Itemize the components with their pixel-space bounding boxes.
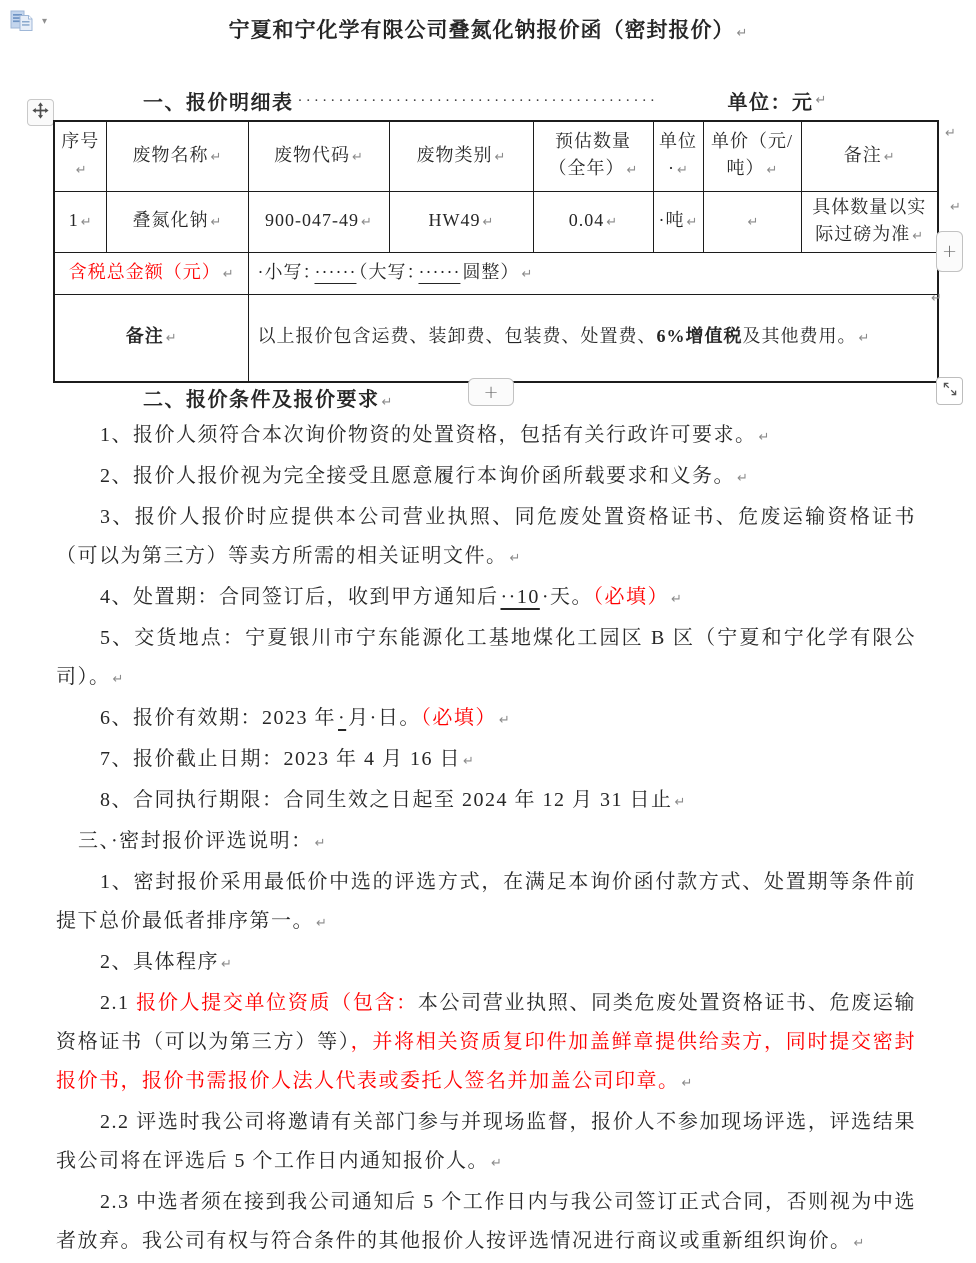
paragraph-8: 8、合同执行期限：合同生效之日起至 2024 年 12 月 31 日止 ↵ (100, 789, 686, 811)
cell-waste-name: 叠氮化钠 ↵ (106, 191, 248, 252)
paragraph-9: 1、密封报价采用最低价中选的评选方式，在满足本询价函付款方式、处置期等条件前提下总价最低者排序第一。 ↵ (56, 871, 916, 932)
table-row (54, 191, 938, 252)
paragraph-mark-icon: ↵ (316, 916, 327, 931)
paragraph-7: 7、报价截止日期：2023 年 4 月 16 日 ↵ (100, 748, 474, 770)
paragraph-mark-icon: ↵ (758, 430, 770, 445)
cell-mark-icon: ↵ (80, 215, 92, 230)
cell-mark-icon: ↵ (210, 149, 222, 165)
paragraph-mark-icon: ↵ (815, 93, 827, 108)
row-end-mark-icon: ↵ (950, 200, 961, 215)
validity-date-blank: · (338, 707, 347, 729)
cell-mark-icon: ↵ (606, 215, 618, 230)
cell-mark-icon: ↵ (165, 331, 177, 347)
paragraph-mark-icon: ↵ (463, 754, 474, 769)
paragraph-mark-icon: ↵ (674, 795, 686, 810)
cell-mark-icon: ↵ (222, 266, 234, 282)
required-badge: （必填） (420, 707, 497, 729)
document-body (56, 416, 916, 1263)
paragraph-mark-icon: ↵ (498, 713, 510, 728)
cell-mark-icon: ↵ (361, 215, 372, 230)
unit-label: 单位：元 (727, 92, 814, 114)
paragraph-2: 2、报价人报价视为完全接受且愿意履行本询价函所载要求和义务。 ↵ (100, 465, 748, 487)
cell-mark-icon: ↵ (494, 149, 506, 165)
section2-heading: 二、报价条件及报价要求 ↵ (143, 389, 393, 411)
remark-label: 备注 ↵ (54, 294, 248, 382)
dot-leader: ············································ (297, 93, 659, 109)
table-header-row (54, 121, 938, 191)
paragraph-mark-icon: ↵ (221, 957, 232, 972)
cell-mark-icon: ↵ (766, 163, 778, 179)
cell-mark-icon: ↵ (677, 163, 688, 179)
cell-mark-icon: ↵ (858, 331, 870, 347)
amount-blank-words: ······ (418, 261, 461, 282)
cell-mark-icon: ↵ (883, 149, 895, 165)
paragraph-mark-icon: ↵ (491, 1156, 502, 1171)
paragraph-mark-icon: ↵ (509, 551, 521, 566)
header-seq: 序号↵ (54, 121, 106, 191)
plus-icon: + (941, 241, 958, 262)
paragraph-10: 2、具体程序 ↵ (100, 951, 232, 973)
paragraph-2-1: 2.1 报价人提交单位资质（包含：本公司营业执照、同类危废处置资格证书、危废运输资格证书（可以为第三方）等），并将相关资质复印件加盖鲜章提供给卖方，同时提交密封报价书，报价书需报价人法人代表或委托人签名并加盖公司印章。 ↵ (56, 992, 917, 1092)
paragraph-4: 4、处置期：合同签订后，收到甲方通知后 ··10 ·天。（必填） ↵ (100, 586, 682, 608)
paragraph-mark-icon: ↵ (381, 395, 393, 410)
cell-mark-icon: ↵ (626, 163, 638, 179)
total-amount-value: ·小写： ······ （大写： ······ 圆整） ↵ (248, 252, 938, 294)
paragraph-mark-icon: ↵ (853, 1236, 865, 1251)
diagonal-arrows-icon (942, 381, 958, 402)
cell-remark: 具体数量以实际过磅为准 ↵ (801, 191, 938, 252)
cell-mark-icon: ↵ (75, 163, 87, 179)
page-title (0, 14, 976, 44)
disposal-days-blank: ··10 (500, 586, 540, 608)
red-text-segment: 报价人提交单位资质（包含： (136, 992, 418, 1014)
total-amount-label: 含税总金额（元） ↵ (54, 252, 248, 294)
title-text: 宁夏和宁化学有限公司叠氮化钠报价函（密封报价） (228, 18, 735, 42)
add-row-below-button[interactable] (468, 378, 514, 406)
cell-mark-icon: ↵ (482, 215, 494, 230)
paragraph-mark-icon: ↵ (737, 471, 748, 486)
cell-mark-icon: ↵ (912, 228, 924, 244)
paragraph-5: 5、交货地点：宁夏银川市宁东能源化工基地煤化工园区 B 区（宁夏和宁化学有限公司）。 ↵ (56, 627, 916, 688)
cell-mark-icon: ↵ (521, 266, 533, 282)
cell-unit: ·吨 ↵ (653, 191, 703, 252)
row-end-mark-icon: ↵ (945, 126, 956, 141)
paragraph-mark-icon: ↵ (671, 592, 682, 607)
cell-quantity: 0.04 ↵ (533, 191, 653, 252)
paragraph-mark-icon: ↵ (681, 1076, 693, 1091)
cell-seq: 1 ↵ (54, 191, 106, 252)
vat-bold-text: 6%增值税 (656, 326, 743, 347)
row-end-mark-icon: ↵ (931, 291, 942, 306)
cell-unit-price (703, 191, 801, 252)
header-waste-code: 废物代码 ↵ (248, 121, 389, 191)
plus-icon: + (483, 381, 499, 403)
header-waste-category: 废物类别 ↵ (389, 121, 533, 191)
red-text-segment: ，并将相关资质复印件加盖鲜章提供给卖方，同时提交密封报价书，报价书需报价人法人代表或委托人签名并加盖公司印章。 (56, 1031, 917, 1092)
cell-mark-icon: ↵ (686, 215, 698, 230)
paragraph-2-3: 2.3 中选者须在接到我公司通知后 5 个工作日内与我公司签订正式合同，否则视为中选者放弃。我公司有权与符合条件的其他报价人按评选情况进行商议或重新组织询价。 ↵ (56, 1191, 916, 1252)
section1-heading: 一、报价明细表 (143, 92, 294, 114)
table-resize-button[interactable] (936, 377, 963, 405)
paragraph-1: 1、报价人须符合本次询价物资的处置资格，包括有关行政许可要求。 ↵ (100, 424, 770, 446)
remark-text: 以上报价包含运费、装卸费、包装费、处置费、6%增值税及其他费用。 ↵ (248, 294, 938, 382)
move-arrows-icon (32, 102, 49, 124)
table-move-handle[interactable] (27, 99, 54, 126)
amount-blank-numeric: ······ (314, 261, 357, 282)
section1-heading-line (143, 86, 833, 115)
header-unit-price: 单价（元/吨） ↵ (703, 121, 801, 191)
header-quantity: 预估数量（全年） ↵ (533, 121, 653, 191)
header-waste-name: 废物名称 ↵ (106, 121, 248, 191)
cell-waste-category: HW49 ↵ (389, 191, 533, 252)
paragraph-mark-icon: ↵ (112, 672, 124, 687)
paragraph-6: 6、报价有效期：2023 年 · 月·日。（必填） ↵ (100, 707, 510, 729)
paragraph-mark-icon: ↵ (314, 836, 326, 851)
cell-mark-icon: ↵ (210, 215, 222, 230)
paragraph-3: 3、报价人报价时应提供本公司营业执照、同危废处置资格证书、危废运输资格证书（可以为第三方）等卖方所需的相关证明文件。 ↵ (56, 506, 916, 567)
cell-mark-icon: ↵ (352, 149, 363, 165)
paragraph-mark-icon: ↵ (736, 26, 748, 41)
cell-mark-icon: ↵ (747, 215, 759, 230)
section3-heading: 三、·密封报价评选说明： ↵ (78, 830, 326, 852)
required-badge: （必填） (593, 586, 669, 608)
insert-row-button[interactable] (936, 231, 963, 272)
header-remark: 备注 ↵ (801, 121, 938, 191)
quote-table (53, 120, 939, 383)
chevron-down-icon[interactable]: ▾ (42, 16, 48, 27)
header-unit: 单位· ↵ (653, 121, 703, 191)
remark-row (54, 294, 938, 382)
total-amount-row (54, 252, 938, 294)
paragraph-2-2: 2.2 评选时我公司将邀请有关部门参与并现场监督，报价人不参加现场评选，评选结果我公司将在评选后 5 个工作日内通知报价人。 ↵ (56, 1111, 916, 1172)
cell-waste-code: 900-047-49 ↵ (248, 191, 389, 252)
